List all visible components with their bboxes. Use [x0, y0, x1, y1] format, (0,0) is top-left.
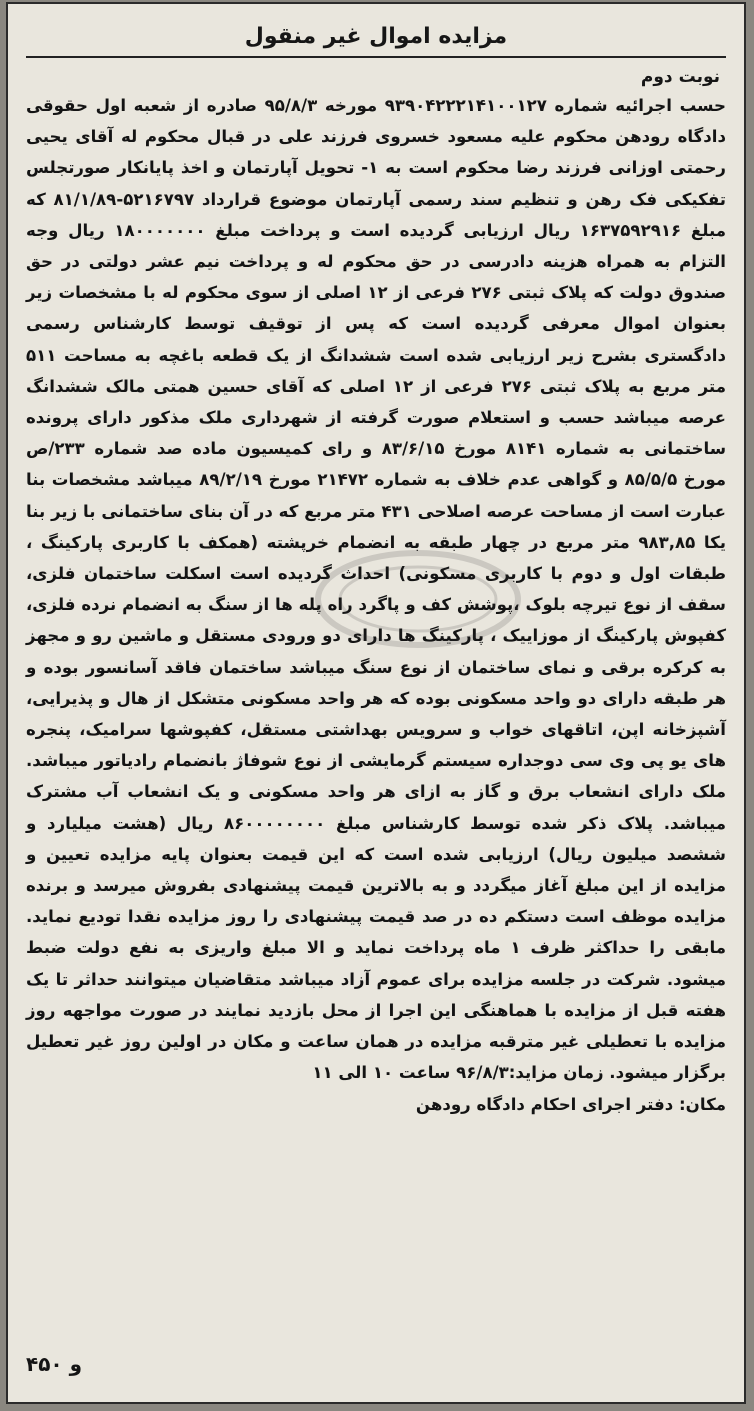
notice-place: مکان: دفتر اجرای احکام دادگاه رودهن	[415, 1094, 726, 1114]
notice-body: حسب اجرائیه شماره ۹۳۹۰۴۲۲۲۱۴۱۰۰۱۲۷ مورخه ۹۵/۸/۳ صادره از شعبه اول حقوقی دادگاه رودهن محکوم علیه مسعود خسروی فرزند علی در قبال محکوم له آقای یحیی رحمتی اوزانی فرزند رضا محکوم است به ۱- تحویل آپارتمان و اخذ پایانکار صورتجلس تفکیکی فک رهن و تنظیم سند رسمی آپارتمان موضوع قرارداد ۵۲۱۶۷۹۷-۸۱/۱/۸۹ که مبلغ ۱۶۳۷۵۹۲۹۱۶ ریال ارزیابی گردیده است و پرداخت مبلغ ۱۸۰۰۰۰۰۰۰ ریال وجه التزام به همراه هزینه دادرسی در حق محکوم له و پرداخت نیم عشر دولتی در حق صندوق دولت که پلاک ثبتی ۲۷۶ فرعی از ۱۲ اصلی از سوی محکوم له با مشخصات زیر بعنوان اموال معرفی گردیده است که پس از توقیف توسط کارشناس رسمی دادگستری بشرح زیر ارزیابی شده است ششدانگ از یک قطعه باغچه به مساحت ۵۱۱ متر مربع به پلاک ثبتی ۲۷۶ فرعی از ۱۲ اصلی که آقای حسین همتی مالک ششدانگ عرصه میباشد حسب و استعلام صورت گرفته از شهرداری ملک مذکور دارای پرونده ساختمانی به شماره ۸۱۴۱ مورخ ۸۳/۶/۱۵ و رای کمیسیون ماده صد شماره ۲۳۳/ص مورخ ۸۵/۵/۵ و گواهی عدم خلاف به شماره ۲۱۴۷۲ مورخ ۸۹/۲/۱۹ میباشد مشخصات بنا عبارت است از مساحت عرصه اصلاحی ۴۳۱ متر مربع که در آن بنای ساختمانی با زیر بنا یکا ۹۸۳,۸۵ متر مربع در چهار طبقه به انضمام خرپشته (همکف با کاربری پارکینگ ، طبقات اول و دوم با کاربری مسکونی) احداث گردیده است اسکلت ساختمان فلزی، سقف از نوع تیرچه بلوک ،پوشش کف و پاگرد راه پله ها از سنگ به انضمام نرده فلزی، کفپوش پارکینگ از موزاییک ، پارکینگ ها دارای دو ورودی مستقل و ماشین رو و مجهز به کرکره برقی و نمای ساختمان از نوع سنگ میباشد ساختمان فاقد آسانسور بوده و هر طبقه دارای دو واحد مسکونی بوده که هر واحد مسکونی متشکل از هال و پذیرایی، آشپزخانه اپن، اتاقهای خواب و سرویس بهداشتی مستقل، کفپوشها سرامیک، پنجره های یو پی وی سی دوجداره سیستم گرمایشی از نوع شوفاژ بانضمام رادیاتور میباشد. ملک دارای انشعاب برق و گاز به ازای هر واحد مسکونی و یک انشعاب آب مشترک میباشد. پلاک ذکر شده توسط کارشناس مبلغ ۸۶۰۰۰۰۰۰۰۰ ریال (هشت میلیارد و ششصد میلیون ریال) ارزیابی شده است که این قیمت بعنوان پایه مزایده تعیین و مزایده از این مبلغ آغاز میگردد و به بالاترین قیمت پیشنهادی بفروش میرسد و برنده مزایده موظف است دستکم ده در صد قیمت پیشنهادی را روز مزایده نقدا تودیع نماید. مابقی را حداکثر ظرف ۱ ماه پرداخت نماید و الا مبلغ واریزی به نفع دولت ضبط میشود. شرکت در جلسه مزایده برای عموم آزاد میباشد متقاضیان میتوانند حداثر تا یک هفته قبل از مزایده با هماهنگی این اجرا از محل بازدید نمایند در صورت مواجهه روز مزایده با تعطیلی غیر مترقبه مزایده در همان ساعت و مکان در اولین روز غیر تعطیل برگزار میشود. زمان مزاید:۹۶/۸/۳ ساعت ۱۰ الی ۱۱	[26, 96, 727, 1083]
notice-title: مزایده اموال غیر منقول	[244, 24, 508, 49]
publication-code: و ۴۵۰	[26, 1352, 83, 1376]
newspaper-clipping	[6, 2, 746, 1404]
notice-round: نوبت دوم	[640, 67, 720, 87]
